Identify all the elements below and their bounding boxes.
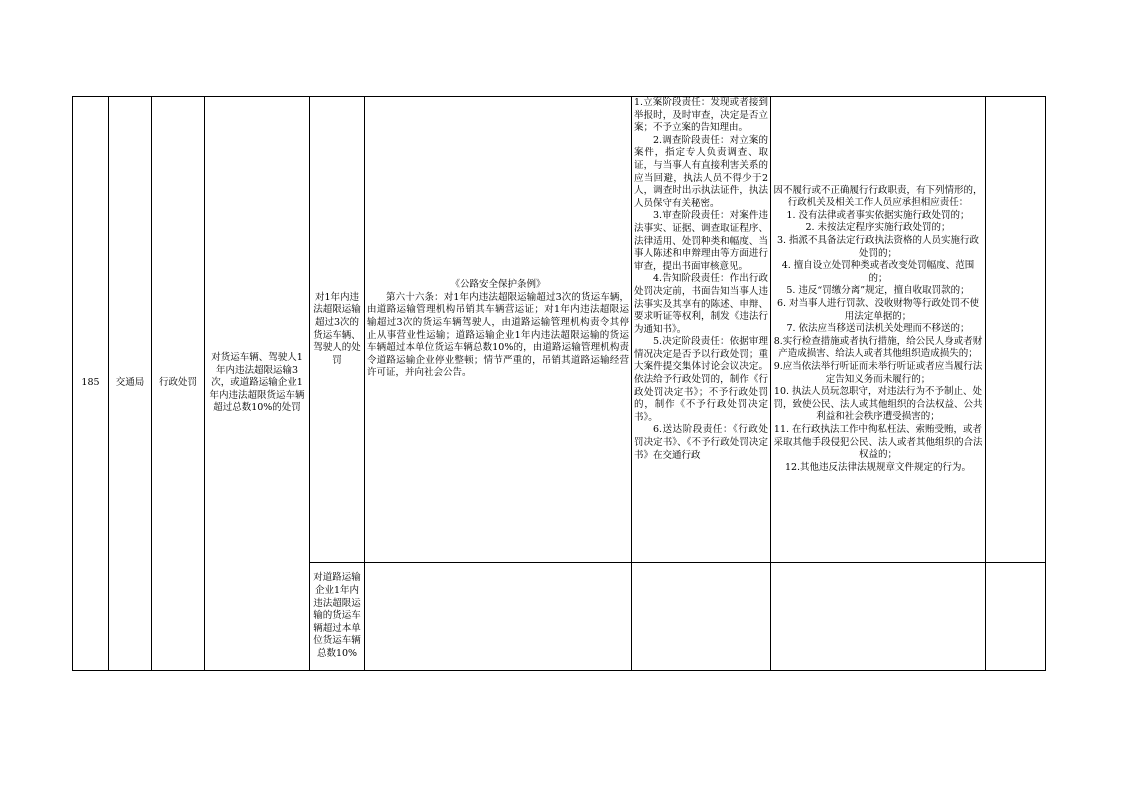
responsibility-list [634, 97, 768, 562]
accountability-intro: 因不履行或不正确履行行政职责，有下列情形的，行政机关及相关工作人员应承担相应责任： [773, 184, 983, 209]
accountability-item: 3. 指派不具备法定行政执法资格的人员实施行政处罚的； [776, 235, 980, 259]
accountability-item: 2. 未按法定程序实施行政处罚的； [805, 222, 951, 234]
item-name-cell: 对货运车辆、驾驶人1年内违法超限运输3次，或道路运输企业1年内违法超限货运车辆超过总数10%的处罚 [205, 97, 310, 671]
accountability-item: 7. 依法应当移送司法机关处理而不移送的； [786, 323, 970, 335]
accountability-item: 12.其他违反法律法规规章文件规定的行为。 [784, 461, 972, 473]
responsibility-item: 2.调查阶段责任：对立案的案件，指定专人负责调查、取证，与当事人有直接利害关系的应当回避，执法人员不得少于2人，调查时出示执法证件，执法人员保守有关秘密。 [634, 134, 768, 209]
accountability-item: 4. 擅自设立处罚种类或者改变处罚幅度、范围的； [781, 260, 975, 284]
accountability-item: 11. 在行政执法工作中徇私枉法、索贿受贿，或者采取其他手段侵犯公民、法人或者其他组织的合法权益的； [773, 423, 983, 461]
legal-basis-cell [365, 97, 632, 563]
table-row [73, 97, 1046, 563]
responsibility-item: 3.审查阶段责任：对案件违法事实、证据、调查取证程序、法律适用、处罚种类和幅度、当事人陈述和申辩理由等方面进行审查，提出书面审核意见。 [634, 210, 768, 272]
row-number: 185 [73, 97, 109, 671]
power-type-cell: 行政处罚 [152, 97, 205, 671]
note-cell [986, 97, 1046, 563]
accountability-item: 1. 没有法律或者事实依据实施行政处罚的； [786, 209, 970, 221]
power-list-table [72, 96, 1046, 671]
sub-item-cell: 对1年内违法超限运输超过3次的货运车辆、驾驶人的处罚 [310, 97, 365, 563]
accountability-item: 6. 对当事人进行罚款、没收财物等行政处罚不使用法定单据的； [776, 298, 980, 322]
responsibility-cell-empty [632, 563, 771, 671]
department-cell: 交通局 [109, 97, 152, 671]
accountability-cell [771, 97, 986, 563]
sub-item-cell: 对道路运输企业1年内违法超限运输的货运车辆超过本单位货运车辆总数10% [310, 563, 365, 671]
responsibility-item: 5.决定阶段责任：依据审理情况决定是否予以行政处罚；重大案件提交集体讨论会议决定。依法给予行政处罚的，制作《行政处罚决定书》；不予行政处罚的，制作《不予行政处罚决定书》。 [634, 336, 768, 423]
accountability-item: 8.实行检查措施或者执行措施，给公民人身或者财产造成损害、给法人或者其他组织造成损失的； [773, 335, 983, 360]
basis-text: 第六十六条：对1年内违法超限运输超过3次的货运车辆，由道路运输管理机构吊销其车辆营运证；对1年内违法超限运输超过3次的货运车辆驾驶人，由道路运输管理机构责令其停止从事营业性运输；道路运输企业1年内违法超限运输的货运车辆超过本单位货运车辆总数10%的，由道路运输管理机构责令道路运输企业停业整顿；情节严重的，吊销其道路运输经营许可证，并向社会公告。 [367, 291, 629, 379]
responsibility-item: 4.告知阶段责任：作出行政处罚决定前，书面告知当事人违法事实及其享有的陈述、申辩、要求听证等权利，制发《违法行为通知书》。 [634, 273, 768, 335]
accountability-item: 10. 执法人员玩忽职守，对违法行为不予制止、处罚，致使公民、法人或其他组织的合法权益、公共利益和社会秩序遭受损害的； [773, 386, 983, 423]
accountability-cell-empty [771, 563, 986, 671]
basis-title: 《公路安全保护条例》 [450, 279, 546, 291]
accountability-item: 5. 违反“罚缴分离”规定，擅自收取罚款的； [786, 285, 970, 297]
responsibility-item: 6.送达阶段责任：《行政处罚决定书》、《不予行政处罚决定书》在交通行政 [634, 424, 768, 461]
responsibility-cell [632, 97, 771, 563]
note-cell-empty [986, 563, 1046, 671]
legal-basis-cell-empty [365, 563, 632, 671]
responsibility-item: 1.立案阶段责任：发现或者接到举报时，及时审查，决定是否立案；不予立案的告知理由。 [634, 97, 768, 134]
accountability-item: 9.应当依法举行听证而未举行听证或者应当履行法定告知义务而未履行的； [773, 360, 983, 385]
